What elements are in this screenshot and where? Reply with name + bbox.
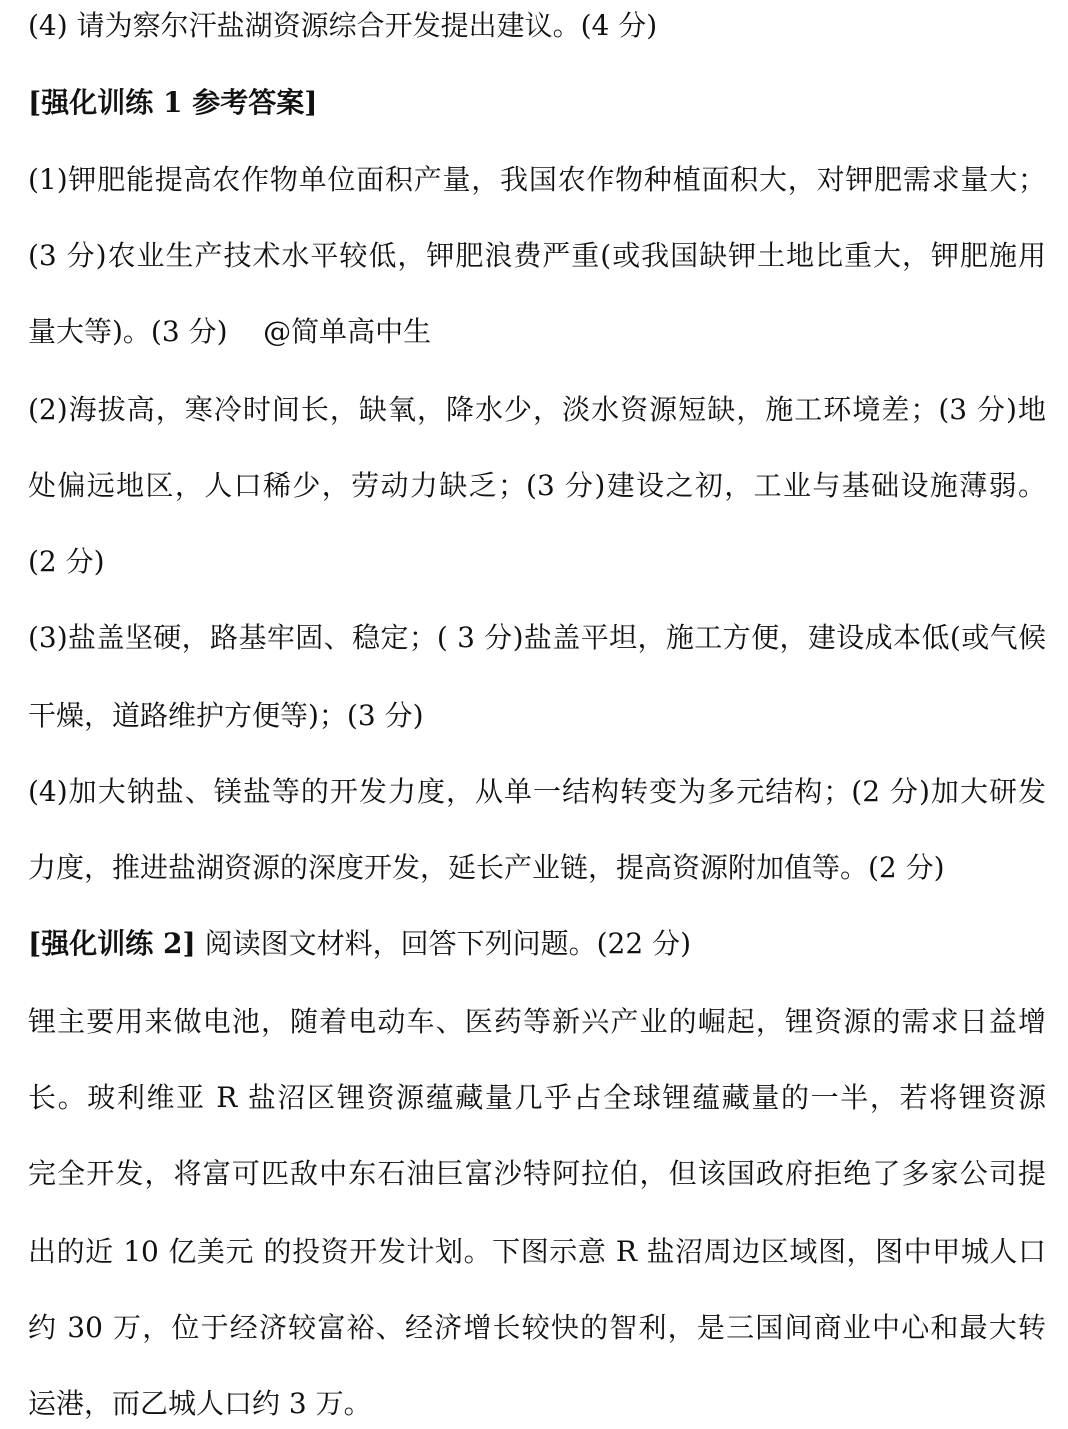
section-heading-training-2 <box>28 924 691 964</box>
material-line-6: 运港，而乙城人口约 3 万。 <box>28 1387 372 1420</box>
training-2-instruction: 阅读图文材料，回答下列问题。(22 分) <box>195 927 692 960</box>
answer-2-line-1: (2)海拔高，寒冷时间长，缺氧，降水少，淡水资源短缺，施工环境差；(3 分)地 <box>28 393 1046 426</box>
answer-2-line-2: 处偏远地区，人口稀少，劳动力缺乏；(3 分)建设之初，工业与基础设施薄弱。 <box>28 469 1046 502</box>
answer-2-line-3: (2 分) <box>28 545 105 578</box>
material-line-1: 锂主要用来做电池，随着电动车、医药等新兴产业的崛起，锂资源的需求日益增 <box>28 1005 1046 1038</box>
answer-1-line-3: 量大等)。(3 分) @简单高中生 <box>28 315 432 348</box>
material-line-5: 约 30 万，位于经济较富裕、经济增长较快的智利，是三国间商业中心和最大转 <box>28 1311 1046 1344</box>
material-line-3: 完全开发，将富可匹敌中东石油巨富沙特阿拉伯，但该国政府拒绝了多家公司提 <box>28 1157 1046 1190</box>
answer-3-line-2: 干燥，道路维护方便等)；(3 分) <box>28 699 424 732</box>
material-line-4: 出的近 10 亿美元 的投资开发计划。下图示意 R 盐沼周边区域图，图中甲城人口 <box>28 1235 1046 1268</box>
section-heading-answers-1: [强化训练 1 参考答案] <box>28 86 318 119</box>
answer-1-line-1: (1)钾肥能提高农作物单位面积产量，我国农作物种植面积大，对钾肥需求量大； <box>28 163 1046 196</box>
answer-4-line-2: 力度，推进盐湖资源的深度开发，延长产业链，提高资源附加值等。(2 分) <box>28 851 945 884</box>
answer-1-line-2: (3 分)农业生产技术水平较低，钾肥浪费严重(或我国缺钾土地比重大，钾肥施用 <box>28 239 1046 272</box>
training-2-label: [强化训练 2] <box>28 927 196 960</box>
answer-3-line-1: (3)盐盖坚硬，路基牢固、稳定；( 3 分)盐盖平坦，施工方便，建设成本低(或气候 <box>28 621 1046 654</box>
answer-4-line-1: (4)加大钠盐、镁盐等的开发力度，从单一结构转变为多元结构；(2 分)加大研发 <box>28 775 1046 808</box>
question-4-prompt: (4) 请为察尔汗盐湖资源综合开发提出建议。(4 分) <box>28 9 658 42</box>
material-line-2: 长。玻利维亚 R 盐沼区锂资源蕴藏量几乎占全球锂蕴藏量的一半，若将锂资源 <box>28 1081 1046 1114</box>
